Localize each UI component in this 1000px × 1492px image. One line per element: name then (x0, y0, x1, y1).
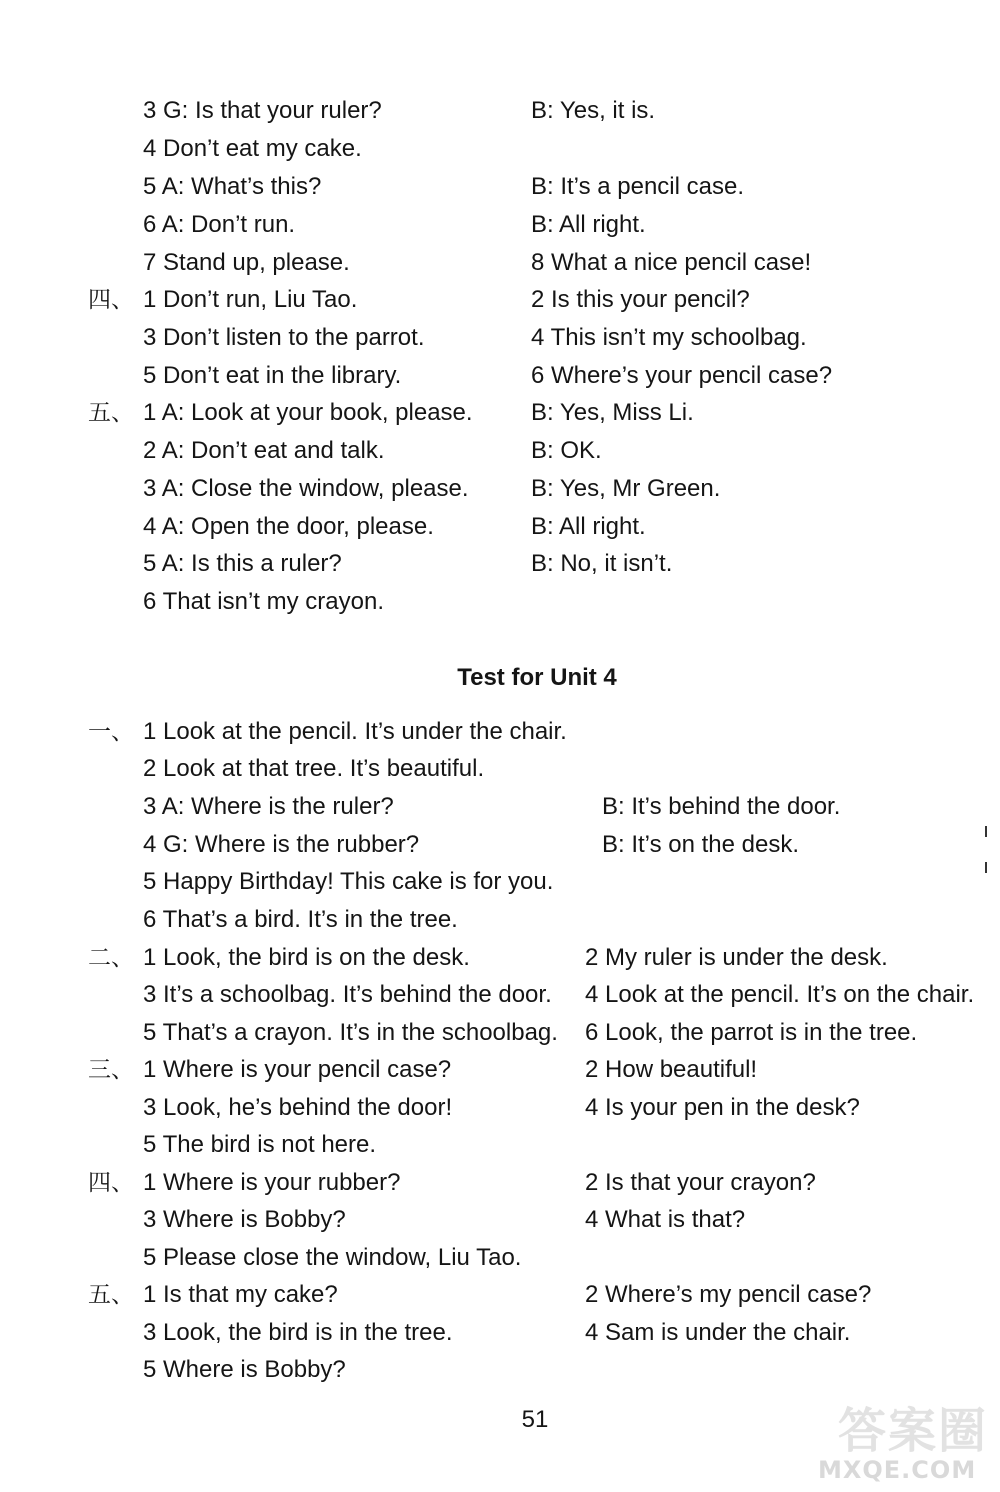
answer-row (0, 1276, 1000, 1314)
answer-right: 4 Sam is under the chair. (585, 1319, 851, 1346)
answer-left: 2 Look at that tree. It’s beautiful. (143, 755, 485, 782)
answer-right: B: All right. (531, 211, 646, 238)
answer-left: 1 A: Look at your book, please. (143, 399, 473, 426)
answer-left: 1 Where is your rubber? (143, 1169, 401, 1196)
answer-left: 5 Please close the window, Liu Tao. (143, 1244, 522, 1271)
answer-left: 3 It’s a schoolbag. It’s behind the door. (143, 981, 552, 1008)
answer-row (0, 92, 1000, 130)
answer-right: B: It’s a pencil case. (531, 173, 744, 200)
answer-right: B: No, it isn’t. (531, 550, 673, 577)
answer-right: 4 Is your pen in the desk? (585, 1094, 860, 1121)
answer-row (0, 357, 1000, 395)
section-number: 四、 (88, 1170, 134, 1196)
answer-right: 6 Look, the parrot is in the tree. (585, 1019, 918, 1046)
answer-row (0, 206, 1000, 244)
answer-left: 6 That’s a bird. It’s in the tree. (143, 906, 458, 933)
watermark-logo: 答案圈 (838, 1403, 989, 1459)
answer-right: B: Yes, Mr Green. (531, 475, 721, 502)
watermark-site: MXQE.COM (818, 1456, 977, 1484)
answer-right: B: Yes, Miss Li. (531, 399, 694, 426)
answer-left: 3 G: Is that your ruler? (143, 97, 382, 124)
answer-left: 6 That isn’t my crayon. (143, 588, 384, 615)
answer-row (0, 508, 1000, 546)
answer-row (0, 319, 1000, 357)
answer-left: 7 Stand up, please. (143, 249, 350, 276)
answer-left: 1 Look at the pencil. It’s under the chair. (143, 718, 567, 745)
answer-row (0, 713, 1000, 751)
answer-left: 5 Happy Birthday! This cake is for you. (143, 868, 554, 895)
answer-left: 1 Look, the bird is on the desk. (143, 944, 470, 971)
answer-row (0, 583, 1000, 621)
answer-right: 4 What is that? (585, 1206, 746, 1233)
answer-row (0, 545, 1000, 583)
answer-right: 8 What a nice pencil case! (531, 249, 812, 276)
answer-row (0, 244, 1000, 282)
answer-row (0, 1164, 1000, 1202)
section-number: 四、 (88, 287, 134, 313)
answer-row (0, 863, 1000, 901)
answer-row (0, 1351, 1000, 1389)
answer-left: 3 A: Where is the ruler? (143, 793, 394, 820)
answer-row (0, 1314, 1000, 1352)
answer-left: 3 A: Close the window, please. (143, 475, 469, 502)
answer-left: 4 A: Open the door, please. (143, 513, 434, 540)
answer-right: 4 Look at the pencil. It’s on the chair. (585, 981, 975, 1008)
answer-row (0, 750, 1000, 788)
section-title: Test for Unit 4 (457, 664, 617, 691)
answer-right: B: It’s behind the door. (602, 793, 841, 820)
answer-left: 5 Where is Bobby? (143, 1356, 346, 1383)
answer-right: B: It’s on the desk. (602, 831, 800, 858)
answer-row (0, 470, 1000, 508)
answer-left: 5 The bird is not here. (143, 1131, 377, 1158)
answer-right: 4 This isn’t my schoolbag. (531, 324, 807, 351)
answer-left: 5 Don’t eat in the library. (143, 362, 402, 389)
answer-left: 3 Look, he’s behind the door! (143, 1094, 453, 1121)
answer-left: 4 Don’t eat my cake. (143, 135, 362, 162)
answer-right: 2 My ruler is under the desk. (585, 944, 888, 971)
section-number: 五、 (88, 400, 134, 426)
answer-row (0, 394, 1000, 432)
scan-mark (985, 826, 987, 837)
answer-right: 2 Where’s my pencil case? (585, 1281, 872, 1308)
answer-right: 2 Is that your crayon? (585, 1169, 816, 1196)
answer-left: 4 G: Where is the rubber? (143, 831, 420, 858)
answer-row (0, 1089, 1000, 1127)
answer-row (0, 826, 1000, 864)
answer-row (0, 168, 1000, 206)
answer-row (0, 1201, 1000, 1239)
answer-row (0, 901, 1000, 939)
answer-right: B: All right. (531, 513, 646, 540)
answer-left: 1 Is that my cake? (143, 1281, 338, 1308)
answer-row (0, 1014, 1000, 1052)
answer-right: 2 How beautiful! (585, 1056, 758, 1083)
answer-left: 5 That’s a crayon. It’s in the schoolbag. (143, 1019, 558, 1046)
answer-left: 3 Where is Bobby? (143, 1206, 346, 1233)
answer-row (0, 432, 1000, 470)
answer-left: 3 Look, the bird is in the tree. (143, 1319, 453, 1346)
answer-row (0, 1126, 1000, 1164)
section-number: 二、 (88, 945, 134, 971)
section-number: 三、 (88, 1057, 134, 1083)
scan-mark (985, 862, 987, 873)
answer-right: 6 Where’s your pencil case? (531, 362, 833, 389)
answer-left: 1 Where is your pencil case? (143, 1056, 452, 1083)
answer-row (0, 130, 1000, 168)
answer-left: 1 Don’t run, Liu Tao. (143, 286, 358, 313)
answer-left: 6 A: Don’t run. (143, 211, 296, 238)
answer-row (0, 281, 1000, 319)
answer-right: B: Yes, it is. (531, 97, 656, 124)
answer-row (0, 976, 1000, 1014)
answer-row (0, 1239, 1000, 1277)
answer-left: 5 A: Is this a ruler? (143, 550, 342, 577)
page-number: 51 (521, 1406, 549, 1433)
section-number: 一、 (88, 719, 134, 745)
answer-left: 3 Don’t listen to the parrot. (143, 324, 425, 351)
answer-left: 5 A: What’s this? (143, 173, 322, 200)
answer-left: 2 A: Don’t eat and talk. (143, 437, 385, 464)
answer-right: B: OK. (531, 437, 602, 464)
answer-right: 2 Is this your pencil? (531, 286, 750, 313)
answer-row (0, 939, 1000, 977)
section-number: 五、 (88, 1282, 134, 1308)
answer-row (0, 1051, 1000, 1089)
answer-row (0, 788, 1000, 826)
